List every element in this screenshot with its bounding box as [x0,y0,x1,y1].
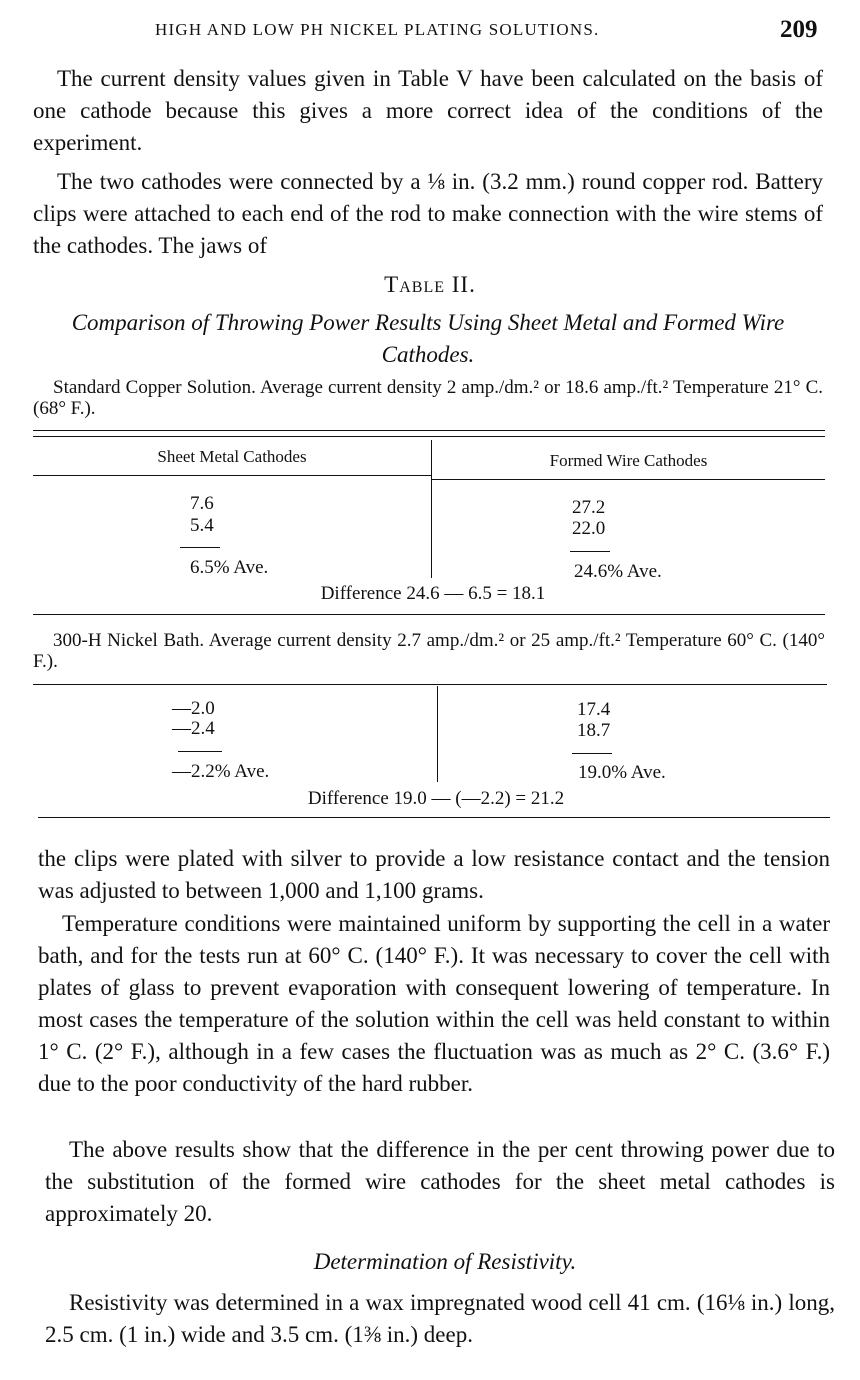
column-header-sheet-metal: Sheet Metal Cathodes [157,447,307,466]
sheet-metal-value: 7.6 [190,493,214,514]
difference-copper: Difference 24.6 — 6.5 = 18.1 [320,583,546,604]
paragraph-resistivity: Resistivity was determined in a wax impregnated wood cell 41 cm. (16⅛ in.) long, 2.5 cm. (1 in.) wide and 3.5 cm. (1⅜ in.) deep. [45,1290,835,1347]
column-header-formed-wire: Formed Wire Cathodes [549,451,708,470]
table-caption: Comparison of Throwing Power Results Using Sheet Metal and Formed Wire Cathodes. [71,310,785,367]
table-top-rule-2 [33,436,825,437]
sum-rule [180,547,220,548]
paragraph-temperature: Temperature conditions were maintained uniform by supporting the cell in a water bath, and for the tests run at 60° C. (140° F.). It was necessary to cover the cell with plates of glass to prevent evaporation with consequent lowering of temperature. In most cases the temperature of the solution within the cell was held constant to within 1° C. (2° F.), although in a few cases the fluctuation was as much as 2° C. (3.6° F.) due to the poor conductivity of the hard rubber. [38,911,830,1096]
table-condition-copper: Standard Copper Solution. Average current density 2 amp./dm.² or 18.6 amp./ft.² Temperature 21° C. (68° F.). [33,377,823,419]
sheet-metal-value: 5.4 [190,515,214,536]
sheet-metal-average: —2.2% Ave. [172,761,270,782]
table-number: Table II. [384,272,476,297]
header-rule-right [432,479,825,480]
paragraph-cathodes-connection: The two cathodes were connected by a ⅛ in. (3.2 mm.) round copper rod. Battery clips were attached to each end of the rod to make connection with the wire stems of the cathodes. The jaws of [33,169,823,258]
formed-wire-average: 19.0% Ave. [578,762,666,783]
difference-nickel: Difference 19.0 — (—2.2) = 21.2 [307,788,565,809]
paragraph-results: The above results show that the difference in the per cent throwing power due to the substitution of the formed wire cathodes for the sheet metal cathodes is approximately 20. [45,1137,835,1226]
paragraph-clips: the clips were plated with silver to provide a low resistance contact and the tension was adjusted to between 1,000 and 1,100 grams. [38,846,830,903]
sheet-metal-value: —2.0 [172,698,215,719]
section-2-top-rule [33,684,827,685]
paragraph-current-density: The current density values given in Table V have been calculated on the basis of one cathode because this gives a more correct idea of the conditions of the experiment. [33,66,823,155]
page-number: 209 [780,16,818,43]
table-bottom-rule [38,817,830,818]
formed-wire-value: 27.2 [572,497,606,518]
sheet-metal-value: —2.4 [172,718,215,739]
column-divider [437,686,438,782]
table-top-rule [33,430,825,431]
section-rule [33,614,825,615]
header-rule-left [33,475,431,476]
formed-wire-value: 17.4 [577,699,611,720]
formed-wire-value: 18.7 [577,720,611,741]
formed-wire-value: 22.0 [572,518,606,539]
section-heading: Determination of Resistivity. [313,1249,577,1274]
column-divider [431,440,432,578]
sum-rule [178,751,222,752]
running-head: HIGH AND LOW PH NICKEL PLATING SOLUTIONS. [155,20,600,39]
sheet-metal-average: 6.5% Ave. [190,557,269,578]
sum-rule [570,551,610,552]
table-condition-nickel: 300-H Nickel Bath. Average current density 2.7 amp./dm.² or 25 amp./ft.² Temperature 60° C. (140° F.). [33,630,825,672]
formed-wire-average: 24.6% Ave. [574,561,662,582]
sum-rule [572,753,612,754]
